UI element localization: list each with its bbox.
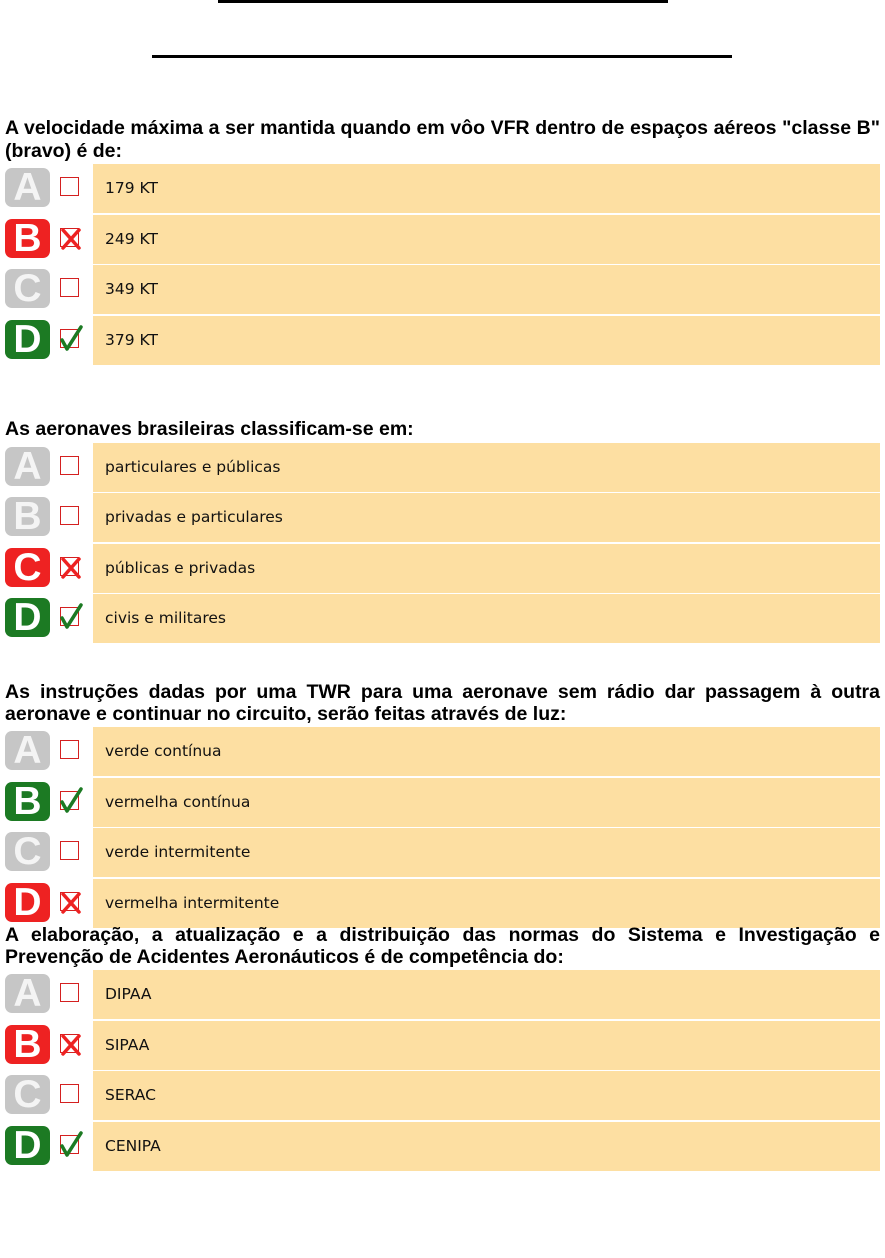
option-band	[91, 727, 880, 778]
option-c[interactable]	[5, 265, 880, 316]
option-letter-badge: D	[5, 320, 50, 359]
question-1	[5, 117, 880, 366]
option-text: SIPAA	[105, 1035, 150, 1054]
option-letter-badge: C	[5, 269, 50, 308]
option-band	[91, 1071, 880, 1122]
option-letter-badge: A	[5, 447, 50, 486]
option-checkbox[interactable]	[60, 557, 79, 576]
option-band	[91, 594, 880, 645]
option-checkbox[interactable]	[60, 983, 79, 1002]
option-text: SERAC	[105, 1086, 156, 1104]
option-band	[91, 215, 880, 266]
x-mark-icon	[57, 552, 87, 582]
option-checkbox[interactable]	[60, 892, 79, 911]
option-a[interactable]	[5, 727, 880, 778]
question-text: A elaboração, a atualização e a distribuição das normas do Sistema e Investigação e Prevenção de Acidentes Aeronáuticos é de competência do:	[5, 924, 880, 968]
option-text: 179 KT	[105, 179, 158, 197]
second-rule	[152, 55, 732, 58]
option-b[interactable]	[5, 215, 880, 266]
option-band	[91, 970, 880, 1021]
row-separator	[5, 1171, 880, 1173]
option-a[interactable]	[5, 443, 880, 494]
question-2	[5, 418, 880, 645]
option-band	[91, 265, 880, 316]
option-checkbox[interactable]	[60, 228, 79, 247]
option-text: 349 KT	[105, 280, 158, 298]
option-band	[91, 443, 880, 494]
option-d[interactable]	[5, 1122, 880, 1173]
option-text: verde contínua	[105, 742, 222, 760]
option-checkbox[interactable]	[60, 329, 79, 348]
checkmark-icon	[57, 324, 87, 354]
option-letter-badge: B	[5, 1025, 50, 1064]
option-text: privadas e particulares	[105, 508, 283, 526]
option-text: vermelha intermitente	[105, 893, 280, 912]
option-text: particulares e públicas	[105, 457, 281, 476]
option-text: CENIPA	[105, 1136, 161, 1155]
option-letter-badge: C	[5, 548, 50, 587]
option-letter-badge: C	[5, 1075, 50, 1114]
option-letter-badge: B	[5, 219, 50, 258]
option-text: vermelha contínua	[105, 792, 251, 811]
option-band	[91, 778, 880, 829]
question-3	[5, 681, 880, 929]
option-c[interactable]	[5, 544, 880, 595]
option-checkbox[interactable]	[60, 791, 79, 810]
option-a[interactable]	[5, 970, 880, 1021]
row-separator	[5, 365, 880, 367]
option-checkbox[interactable]	[60, 740, 79, 759]
option-letter-badge: B	[5, 497, 50, 536]
x-mark-icon	[57, 223, 87, 253]
option-checkbox[interactable]	[60, 607, 79, 626]
option-letter-badge: A	[5, 974, 50, 1013]
checkmark-icon	[57, 1130, 87, 1160]
option-d[interactable]	[5, 594, 880, 645]
option-text: civis e militares	[105, 609, 227, 627]
option-band	[91, 828, 880, 879]
option-band	[91, 544, 880, 595]
option-c[interactable]	[5, 828, 880, 879]
question-text: As instruções dadas por uma TWR para uma aeronave sem rádio dar passagem à outra aeronave e continuar no circuito, serão feitas através de luz:	[5, 681, 880, 725]
option-checkbox[interactable]	[60, 278, 79, 297]
option-text: públicas e privadas	[105, 558, 256, 577]
option-checkbox[interactable]	[60, 1135, 79, 1154]
x-mark-icon	[57, 887, 87, 917]
question-text: A velocidade máxima a ser mantida quando em vôo VFR dentro de espaços aéreos "classe B" (bravo) é de:	[5, 117, 880, 162]
row-separator	[5, 643, 880, 645]
option-text: verde intermitente	[105, 843, 251, 861]
option-text: DIPAA	[105, 985, 152, 1003]
option-band	[91, 316, 880, 367]
option-letter-badge: D	[5, 598, 50, 637]
option-a[interactable]	[5, 164, 880, 215]
checkmark-icon	[57, 602, 87, 632]
option-text: 379 KT	[105, 330, 158, 349]
option-checkbox[interactable]	[60, 456, 79, 475]
option-band	[91, 164, 880, 215]
option-checkbox[interactable]	[60, 841, 79, 860]
option-c[interactable]	[5, 1071, 880, 1122]
option-letter-badge: D	[5, 883, 50, 922]
option-checkbox[interactable]	[60, 1034, 79, 1053]
option-b[interactable]	[5, 1021, 880, 1072]
option-checkbox[interactable]	[60, 177, 79, 196]
option-d[interactable]	[5, 879, 880, 930]
option-band	[91, 1122, 880, 1173]
option-b[interactable]	[5, 493, 880, 544]
top-rule	[218, 0, 668, 3]
option-band	[91, 879, 880, 930]
checkmark-icon	[57, 786, 87, 816]
option-letter-badge: A	[5, 168, 50, 207]
option-d[interactable]	[5, 316, 880, 367]
option-b[interactable]	[5, 778, 880, 829]
question-4	[5, 924, 880, 1172]
option-band	[91, 493, 880, 544]
option-letter-badge: B	[5, 782, 50, 821]
question-text: As aeronaves brasileiras classificam-se em:	[5, 418, 414, 440]
option-checkbox[interactable]	[60, 506, 79, 525]
option-text: 249 KT	[105, 229, 158, 248]
x-mark-icon	[57, 1029, 87, 1059]
option-letter-badge: A	[5, 731, 50, 770]
option-letter-badge: D	[5, 1126, 50, 1165]
option-checkbox[interactable]	[60, 1084, 79, 1103]
option-letter-badge: C	[5, 832, 50, 871]
option-band	[91, 1021, 880, 1072]
